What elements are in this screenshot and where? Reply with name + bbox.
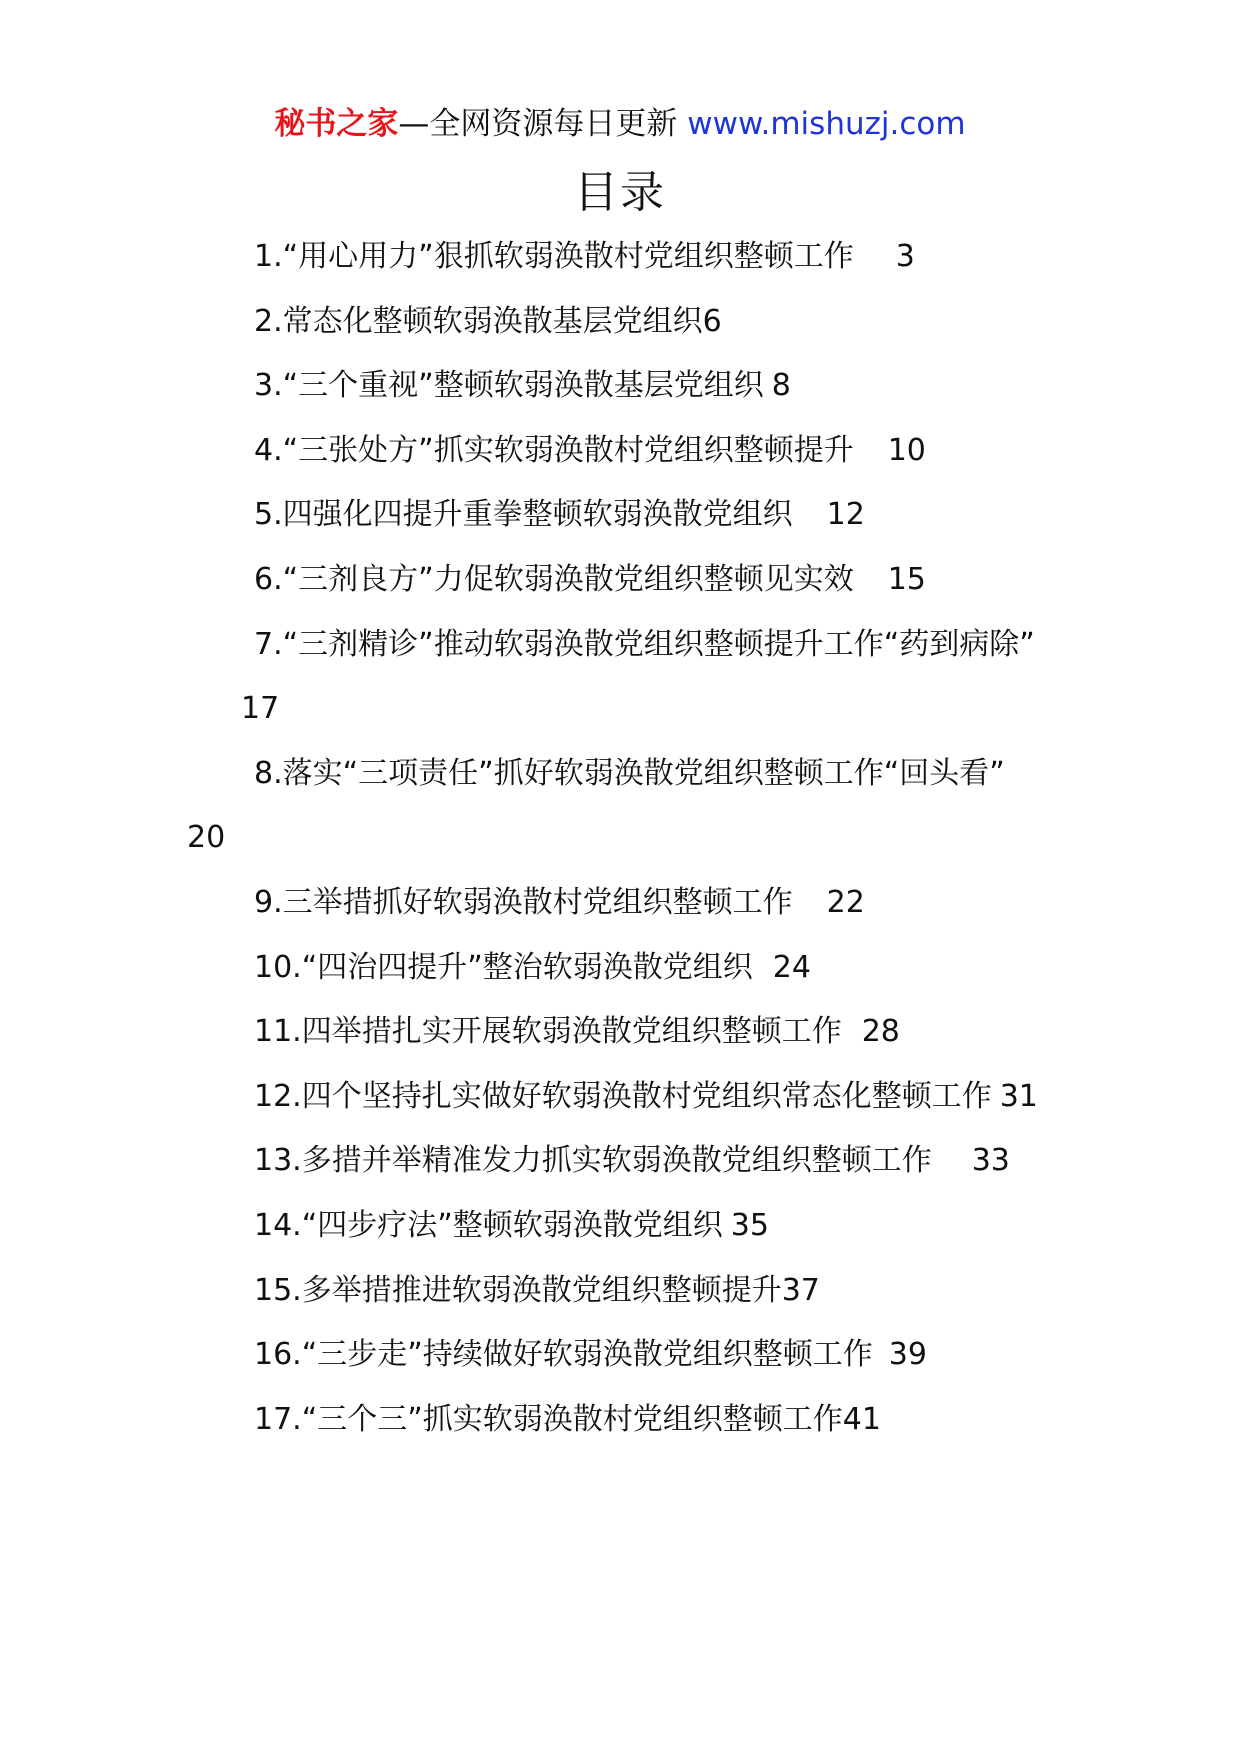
site-header <box>0 100 1240 148</box>
toc-entry-page: 31 <box>999 1078 1038 1114</box>
toc-entry[interactable] <box>187 936 1057 1001</box>
toc-entry-title: 9.三举措抓好软弱涣散村党组织整顿工作 <box>254 884 793 920</box>
toc-entry-page: 39 <box>888 1337 927 1373</box>
toc-entry[interactable] <box>187 871 1057 936</box>
toc-entry-title: 4.“三张处方”抓实软弱涣散村党组织整顿提升 <box>254 432 854 468</box>
toc-entry[interactable] <box>187 483 1057 548</box>
toc-entry-page: 28 <box>861 1014 900 1050</box>
toc-entry[interactable] <box>187 419 1057 484</box>
toc-entry-title: 3.“三个重视”整顿软弱涣散基层党组织 <box>254 368 764 404</box>
toc-entry-title: 2.常态化整顿软弱涣散基层党组织 <box>254 303 703 339</box>
toc-entry[interactable] <box>187 1065 1057 1130</box>
toc-entry[interactable] <box>187 1000 1057 1065</box>
toc-entry-page: 6 <box>702 303 722 339</box>
toc-entry[interactable] <box>187 742 1057 871</box>
toc-entry-title: 11.四举措扎实开展软弱涣散党组织整顿工作 <box>254 1014 842 1050</box>
toc-entry-title: 13.多措并举精准发力抓实软弱涣散党组织整顿工作 <box>254 1143 932 1179</box>
toc-entry-page: 15 <box>887 561 926 597</box>
toc-entry[interactable] <box>187 1259 1057 1324</box>
site-url-link[interactable]: www.mishuzj.com <box>687 106 966 142</box>
toc-entry-title: 5.四强化四提升重拳整顿软弱涣散党组织 <box>254 497 793 533</box>
toc-entry-page: 22 <box>826 884 865 920</box>
site-brand: 秘书之家 <box>274 106 399 142</box>
toc-entry-title: 12.四个坚持扎实做好软弱涣散村党组织常态化整顿工作 <box>254 1078 992 1114</box>
toc-entry[interactable] <box>187 1129 1057 1194</box>
toc-entry[interactable] <box>187 290 1057 355</box>
table-of-contents <box>187 225 1057 1452</box>
toc-entry-page: 37 <box>781 1272 820 1308</box>
toc-entry[interactable] <box>187 1323 1057 1388</box>
toc-entry[interactable] <box>187 1194 1057 1259</box>
toc-entry-title: 7.“三剂精诊”推动软弱涣散党组织整顿提升工作“药到病除” <box>254 626 1035 662</box>
toc-entry[interactable] <box>187 548 1057 613</box>
toc-entry-page: 10 <box>887 432 926 468</box>
toc-entry-title: 8.落实“三项责任”抓好软弱涣散党组织整顿工作“回头看” <box>254 755 1005 791</box>
toc-entry-page: 12 <box>826 497 865 533</box>
site-tagline: —全网资源每日更新 <box>398 106 678 142</box>
toc-entry-title: 17.“三个三”抓实软弱涣散村党组织整顿工作 <box>254 1401 843 1437</box>
toc-entry-title: 10.“四治四提升”整治软弱涣散党组织 <box>254 949 753 985</box>
toc-entry[interactable] <box>187 613 1057 742</box>
toc-entry-title: 15.多举措推进软弱涣散党组织整顿提升 <box>254 1272 782 1308</box>
toc-entry-page: 35 <box>730 1207 769 1243</box>
toc-entry-page: 33 <box>971 1143 1010 1179</box>
toc-entry-title: 1.“用心用力”狠抓软弱涣散村党组织整顿工作 <box>254 239 854 274</box>
toc-entry-page: 3 <box>895 239 915 274</box>
toc-entry-page: 17 <box>241 691 280 727</box>
toc-entry-page: 24 <box>772 949 811 985</box>
toc-entry-title: 6.“三剂良方”力促软弱涣散党组织整顿见实效 <box>254 561 854 597</box>
toc-entry-title: 14.“四步疗法”整顿软弱涣散党组织 <box>254 1207 723 1243</box>
toc-entry-page: 8 <box>771 368 791 404</box>
toc-entry[interactable] <box>187 1388 1057 1453</box>
toc-entry-title: 16.“三步走”持续做好软弱涣散党组织整顿工作 <box>254 1337 873 1373</box>
toc-entry[interactable] <box>187 225 1057 290</box>
toc-entry-page: 20 <box>187 820 226 856</box>
toc-entry-page: 41 <box>842 1401 881 1437</box>
toc-entry[interactable] <box>187 354 1057 419</box>
page-title: 目录 <box>574 167 666 218</box>
